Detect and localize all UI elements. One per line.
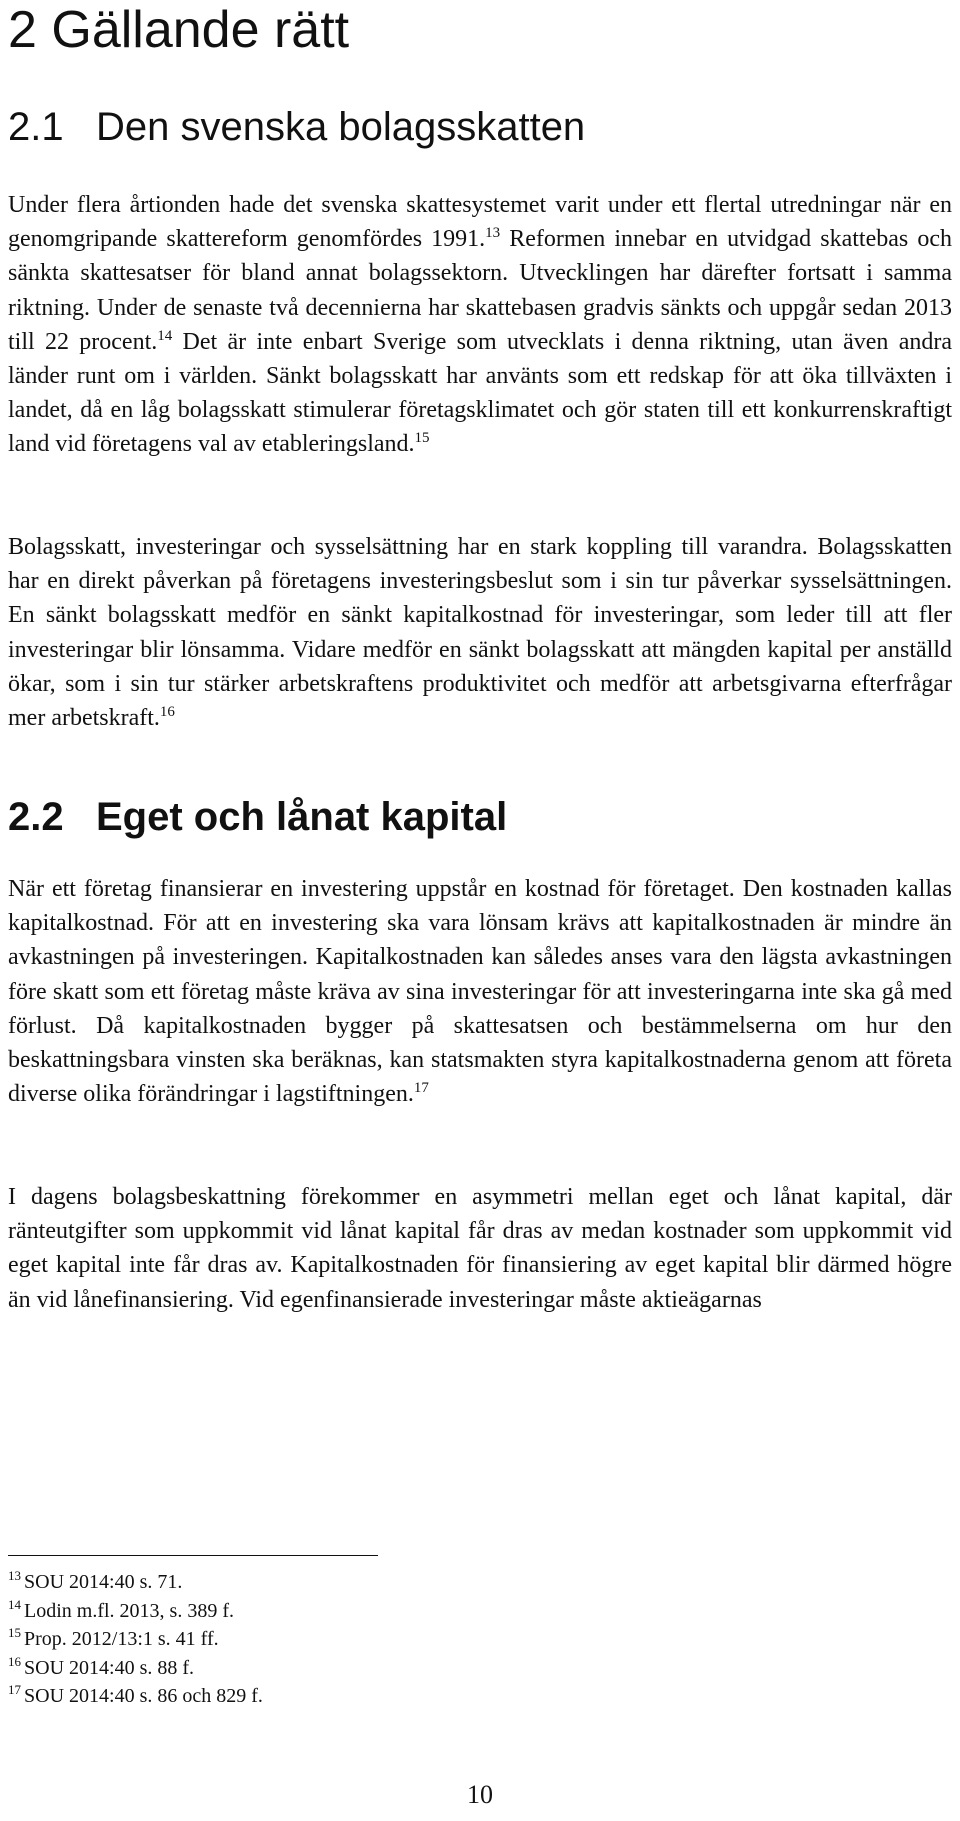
footnote-text: SOU 2014:40 s. 71. <box>24 1571 183 1593</box>
paragraph-2 <box>8 530 952 735</box>
footnote-text: Lodin m.fl. 2013, s. 389 f. <box>24 1599 234 1622</box>
footnote-16 <box>8 1654 263 1683</box>
paragraph-3 <box>8 872 952 1111</box>
paragraph-4 <box>8 1180 952 1317</box>
section-heading-2-2 <box>8 793 507 841</box>
section-title: Den svenska bolagsskatten <box>96 105 586 149</box>
footnote-number: 14 <box>8 1596 21 1612</box>
page-number: 10 <box>467 1780 493 1809</box>
footnote-text: SOU 2014:40 s. 86 och 829 f. <box>24 1685 263 1708</box>
footnote-ref-14[interactable]: 14 <box>157 327 173 344</box>
footnote-ref-13[interactable]: 13 <box>485 225 501 242</box>
section-heading-2-1 <box>8 103 585 151</box>
section-title: Eget och lånat kapital <box>96 795 508 839</box>
footnote-number: 16 <box>8 1653 21 1669</box>
footnote-ref-17[interactable]: 17 <box>413 1080 429 1097</box>
footnote-13 <box>8 1568 263 1597</box>
paragraph-1 <box>8 188 952 462</box>
footnote-ref-16[interactable]: 16 <box>159 704 175 721</box>
footnote-text: SOU 2014:40 s. 88 f. <box>24 1656 195 1679</box>
paragraph-text: Under flera årtionden hade det svenska skattesystemet varit under ett flertal utredningar när en genomgripande skattereform genomfördes 1991. <box>8 192 952 253</box>
footnote-separator <box>8 1555 378 1556</box>
footnote-15 <box>8 1625 263 1654</box>
section-number: 2.2 <box>8 795 64 839</box>
paragraph-text: Bolagsskatt, investeringar och sysselsättning har en stark koppling till varandra. Bolagsskatten har en direkt påverkan på företagens investeringsbeslut som i sin tur påverkar sysselsättningen. En sänkt bolagsskatt medför en sänkt kapitalkostnad för investeringar, som leder till att fler investeringar blir lönsamma. Vidare medför en sänkt bolagsskatt att mängden kapital per anställd ökar, som i sin tur stärker arbetskraftens produktivitet och medför att arbetsgivarna efterfrågar mer arbetskraft. <box>8 534 952 732</box>
footnote-number: 17 <box>8 1682 21 1698</box>
paragraph-text: Reformen innebar en utvidgad skattebas och sänkta skattesatser för bland annat bolagssektorn. Utvecklingen har därefter fortsatt i samma riktning. Under de senaste två decennierna har skattebasen gradvis sänkts och uppgår sedan 2013 till 22 procent. <box>8 226 952 355</box>
section-number: 2.1 <box>8 105 64 149</box>
footnote-number: 13 <box>8 1568 21 1583</box>
paragraph-text: Det är inte enbart Sverige som utvecklats i denna riktning, utan även andra länder runt om i världen. Sänkt bolagsskatt har använts som ett redskap för att öka tillväxten i landet, då en låg bolagsskatt stimulerar företagsklimatet och gör staten till ett konkurrenskraftigt land vid företagens val av etableringsland. <box>8 328 952 458</box>
footnote-14 <box>8 1597 263 1626</box>
chapter-heading: 2 Gällande rätt <box>8 1 350 59</box>
footnote-17 <box>8 1682 263 1711</box>
footnote-text: Prop. 2012/13:1 s. 41 ff. <box>24 1628 219 1651</box>
paragraph-text: I dagens bolagsbeskattning förekommer en asymmetri mellan eget och lånat kapital, där ränteutgifter som uppkommit vid lånat kapital får dras av medan kostnader som uppkommit vid eget kapital inte får dras av. Kapitalkostnaden för finansiering av eget kapital blir därmed högre än vid lånefinansiering. Vid egenfinansierade investeringar måste aktieägarnas <box>8 1184 952 1313</box>
footnotes <box>8 1568 263 1711</box>
footnote-ref-15[interactable]: 15 <box>414 430 430 447</box>
paragraph-text: När ett företag finansierar en investering uppstår en kostnad för företaget. Den kostnaden kallas kapitalkostnad. För att en investering ska vara lönsam krävs att kapitalkostnaden är mindre än avkastningen på investeringen. Kapitalkostnaden kan således anses vara den lägsta avkastningen före skatt som ett företag måste kräva av sina investeringar för att investeringarna inte ska gå med förlust. Då kapitalkostnaden bygger på skattesatsen och bestämmelserna om hur den beskattningsbara vinsten ska beräknas, kan statsmakten styra kapitalkostnaderna genom att företa diverse olika förändringar i lagstiftningen. <box>8 876 952 1108</box>
footnote-number: 15 <box>8 1625 21 1641</box>
